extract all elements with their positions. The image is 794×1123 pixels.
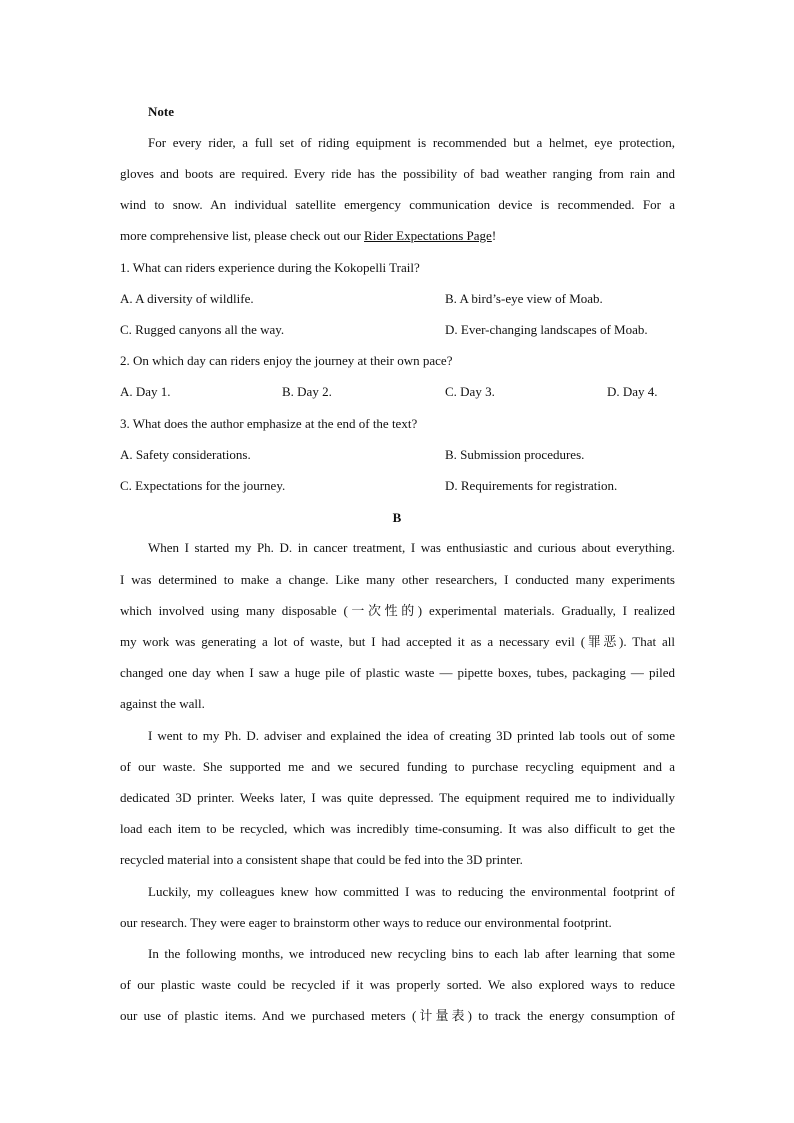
paragraph-line: In the following months, we introduced new recycling bins to each lab after learning that some — [148, 946, 675, 961]
paragraph-line: I went to my Ph. D. adviser and explained the idea of creating 3D printed lab tools out of some — [148, 728, 675, 743]
note-line: wind to snow. An individual satellite emergency communication device is recommended. For a — [120, 197, 675, 212]
question-3-option-d: D. Requirements for registration. — [445, 478, 618, 493]
paragraph-line: our research. They were eager to brainstorm other ways to reduce our environmental footprint. — [120, 915, 612, 930]
question-2-option-b: B. Day 2. — [282, 384, 332, 399]
question-3-option-c: C. Expectations for the journey. — [120, 478, 286, 493]
question-1-option-d: D. Ever-changing landscapes of Moab. — [445, 322, 648, 337]
paragraph-line: our use of plastic items. And we purchased meters (计量表) to track the energy consumption of — [120, 1008, 675, 1023]
paragraph-line: I was determined to make a change. Like many other researchers, I conducted many experiments — [120, 572, 675, 587]
paragraph-line: dedicated 3D printer. Weeks later, I was quite depressed. The equipment required me to individually — [120, 790, 675, 805]
note-heading: Note — [148, 104, 174, 119]
note-line: gloves and boots are required. Every ride has the possibility of bad weather ranging from rain and — [120, 166, 675, 181]
paragraph-line: Luckily, my colleagues knew how committed I was to reducing the environmental footprint of — [148, 884, 675, 899]
paragraph-line: of our waste. She supported me and we secured funding to purchase recycling equipment and a — [120, 759, 675, 774]
paragraph-line: recycled material into a consistent shape that could be fed into the 3D printer. — [120, 852, 523, 867]
question-3-stem: 3. What does the author emphasize at the end of the text? — [120, 416, 418, 431]
question-1-option-c: C. Rugged canyons all the way. — [120, 322, 285, 337]
note-line: For every rider, a full set of riding equipment is recommended but a helmet, eye protection, — [148, 135, 675, 150]
question-1-stem: 1. What can riders experience during the Kokopelli Trail? — [120, 260, 420, 275]
paragraph-line: of our plastic waste could be recycled if it was properly sorted. We also explored ways to reduce — [120, 977, 675, 992]
question-2-option-d: D. Day 4. — [607, 384, 658, 399]
paragraph-line: my work was generating a lot of waste, but I had accepted it as a necessary evil (罪恶). That all — [120, 634, 675, 649]
note-last-suffix: ! — [491, 228, 497, 243]
paragraph-line: load each item to be recycled, which was incredibly time-consuming. It was also difficult to get the — [120, 821, 675, 836]
question-2-stem: 2. On which day can riders enjoy the journey at their own pace? — [120, 353, 453, 368]
note-last-prefix: more comprehensive list, please check out our — [120, 228, 365, 243]
question-1-option-b: B. A bird’s-eye view of Moab. — [445, 291, 603, 306]
question-1-option-a: A. A diversity of wildlife. — [120, 291, 254, 306]
section-b-heading: B — [392, 510, 402, 525]
question-2-option-a: A. Day 1. — [120, 384, 171, 399]
question-3-option-a: A. Safety considerations. — [120, 447, 251, 462]
paragraph-line: which involved using many disposable (一次性的) experimental materials. Gradually, I realized — [120, 603, 675, 618]
question-3-option-b: B. Submission procedures. — [445, 447, 585, 462]
paragraph-line: changed one day when I saw a huge pile of plastic waste — pipette boxes, tubes, packaging — piled — [120, 665, 675, 680]
rider-expectations-link[interactable]: Rider Expectations Page — [364, 228, 492, 243]
question-2-option-c: C. Day 3. — [445, 384, 495, 399]
note-last-line — [120, 228, 496, 244]
paragraph-line: against the wall. — [120, 696, 205, 711]
paragraph-line: When I started my Ph. D. in cancer treatment, I was enthusiastic and curious about everything. — [148, 540, 675, 555]
